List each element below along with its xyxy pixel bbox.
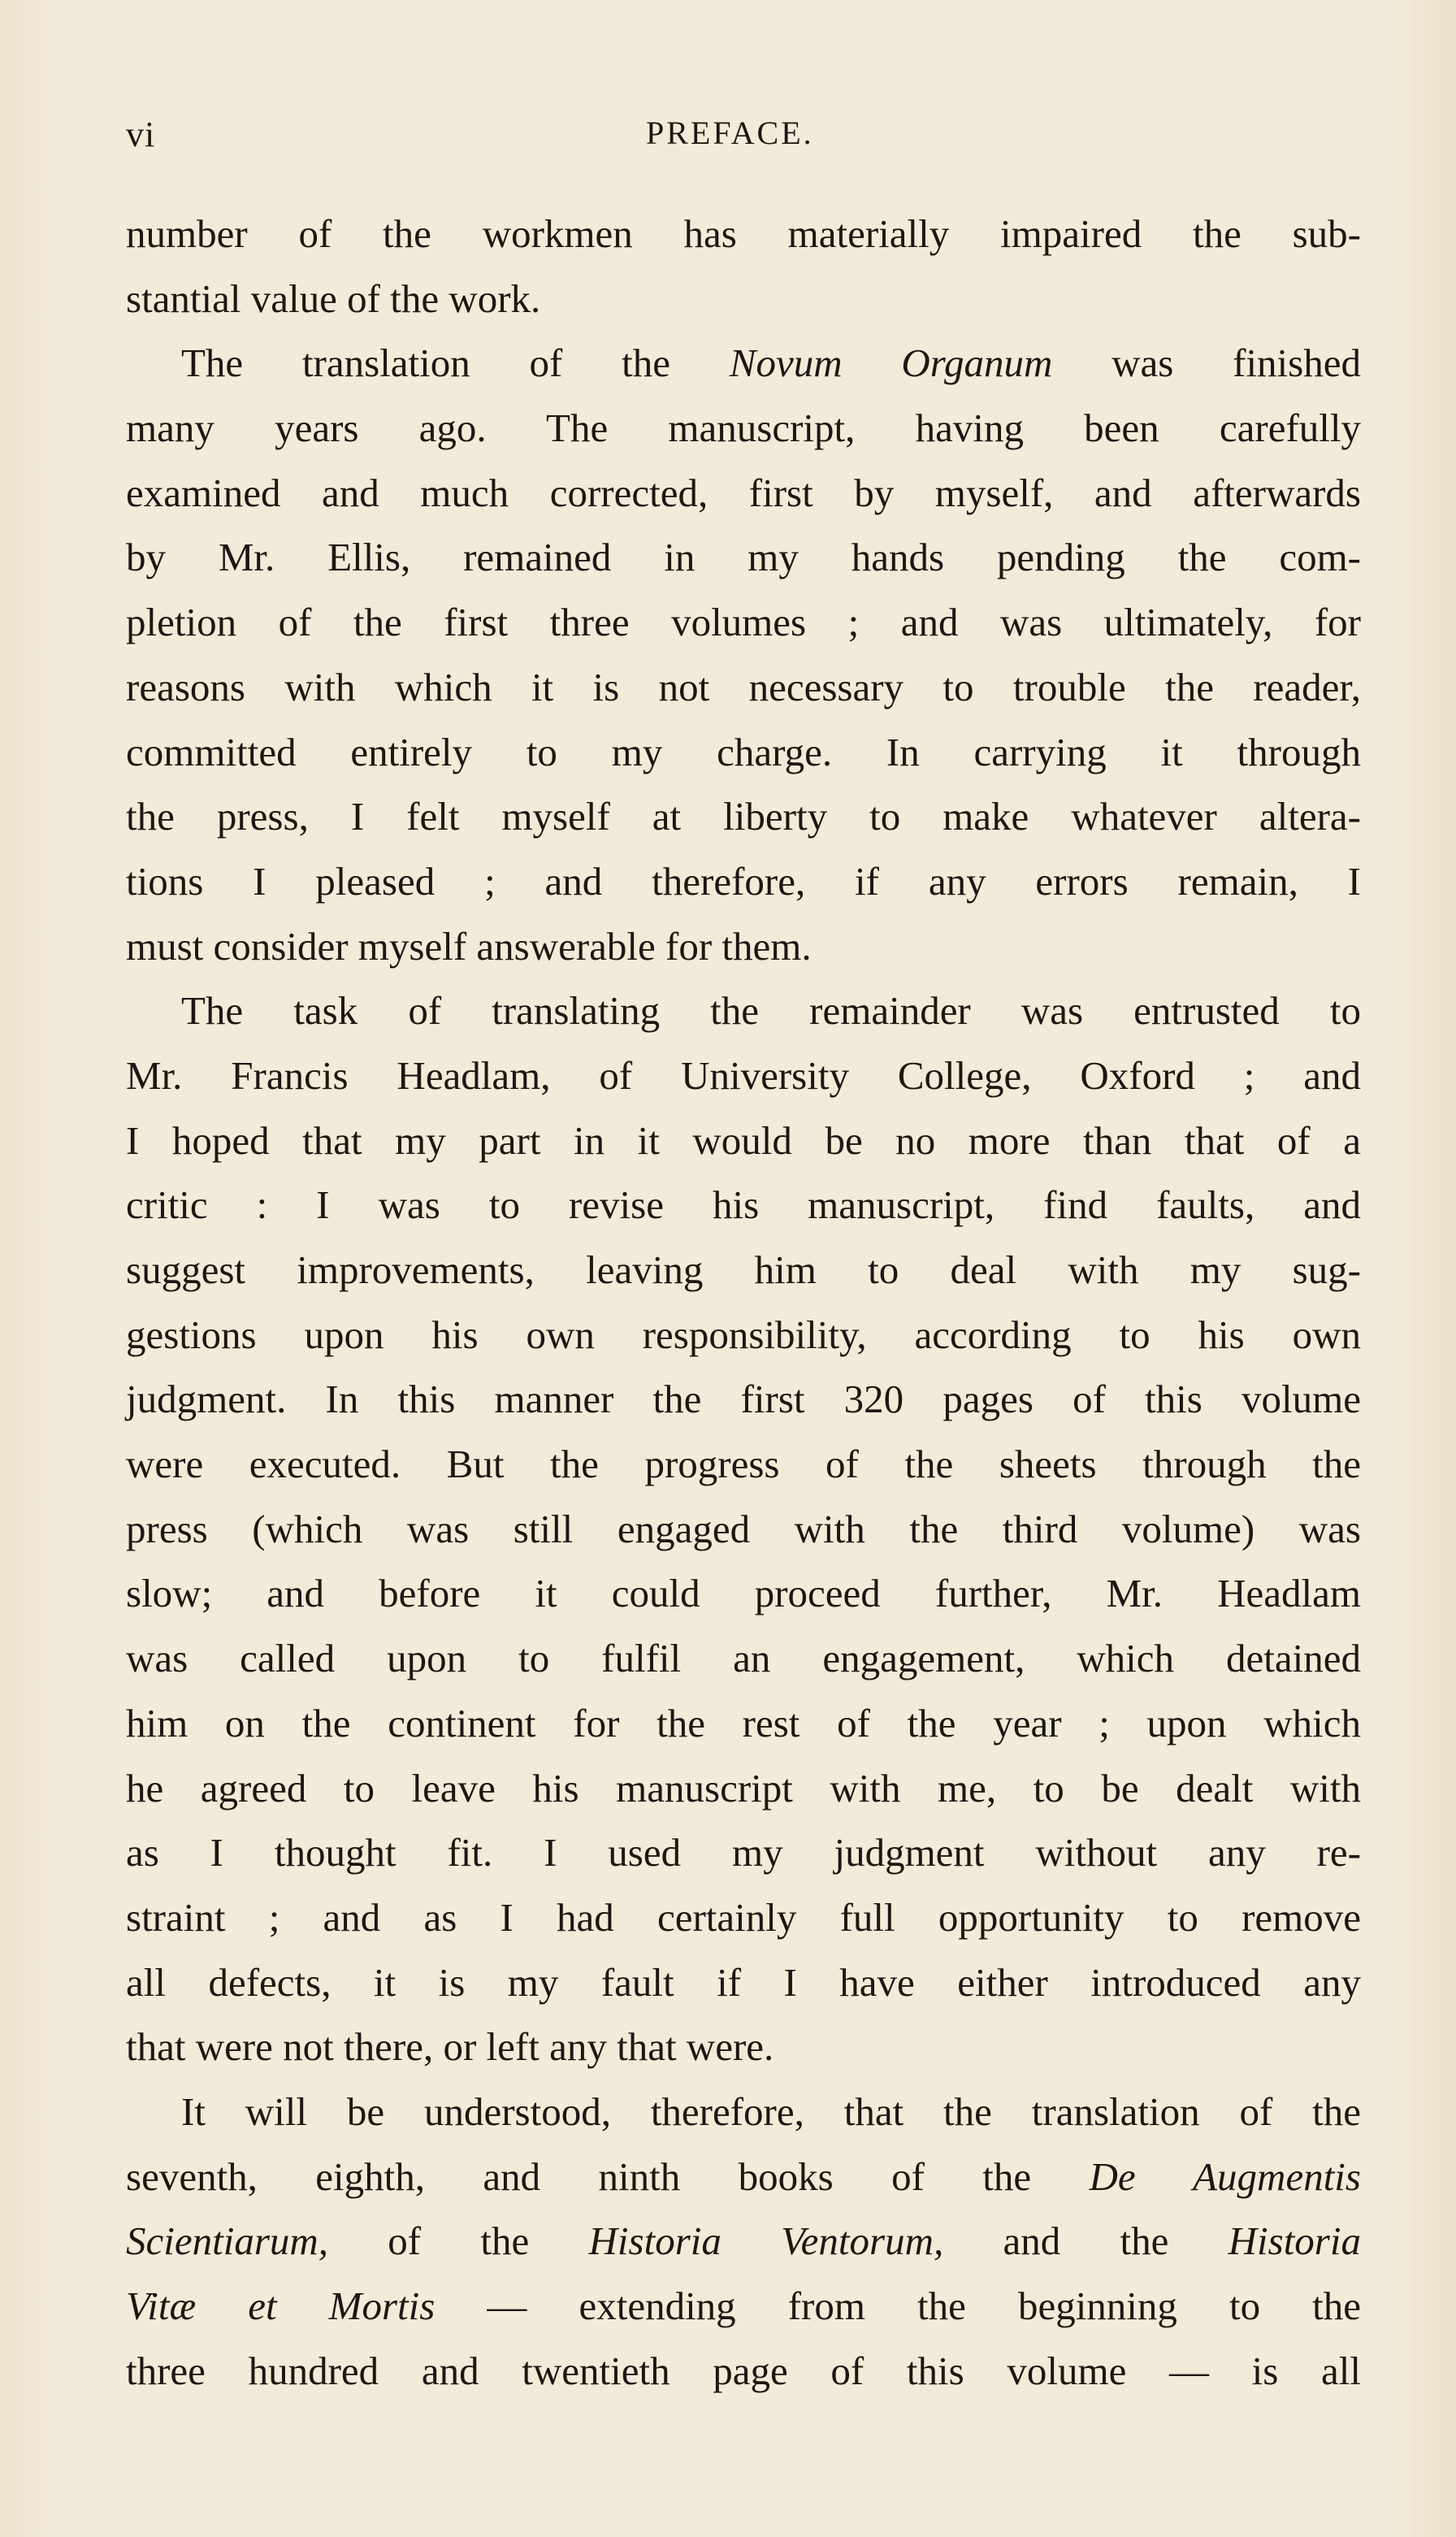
text-line: were executed. But the progress of the sheets through the [126, 1442, 1361, 1487]
text-line: committed entirely to my charge. In carrying it through [126, 729, 1361, 774]
text-line: Mr. Francis Headlam, of University College, Oxford ; and [126, 1052, 1361, 1098]
text-line: press (which was still engaged with the third volume) was [126, 1506, 1361, 1551]
text-line: he agreed to leave his manuscript with me, to be dealt with [126, 1765, 1361, 1811]
text-line: Vitæ et Mortis — extending from the beginning to the [126, 2283, 1361, 2328]
text-line: reasons with which it is not necessary to trouble the reader, [126, 664, 1361, 709]
italic-title: Vitæ et Mortis [126, 2283, 436, 2328]
page-header [126, 114, 1361, 163]
text-line: by Mr. Ellis, remained in my hands pending the com- [126, 535, 1361, 580]
italic-title: Scientiarum, [126, 2218, 329, 2264]
page-number: vi [126, 115, 156, 154]
text-line: judgment. In this manner the first 320 pages of this volume [126, 1377, 1361, 1422]
text-line: the press, I felt myself at liberty to make whatever altera- [126, 794, 1361, 839]
text-line: as I thought fit. I used my judgment without any re- [126, 1830, 1361, 1876]
text-line: gestions upon his own responsibility, according to his own [126, 1312, 1361, 1357]
text-line: critic : I was to revise his manuscript, find faults, and [126, 1182, 1361, 1228]
text-line: was called upon to fulfil an engagement, which detained [126, 1636, 1361, 1681]
text-line: Scientiarum, of the Historia Ventorum, and the Historia [126, 2218, 1361, 2264]
italic-title: Novum Organum [729, 340, 1053, 386]
running-head: PREFACE. [646, 115, 814, 151]
text-line: many years ago. The manuscript, having been carefully [126, 405, 1361, 451]
italic-title: Historia [1228, 2218, 1361, 2264]
italic-title: Historia Ventorum, [588, 2218, 944, 2264]
text-line: pletion of the first three volumes ; and was ultimately, for [126, 600, 1361, 645]
text-line: slow; and before it could proceed further, Mr. Headlam [126, 1571, 1361, 1616]
text-line: stantial value of the work. [126, 275, 541, 321]
text-line: seventh, eighth, and ninth books of the De Augmentis [126, 2153, 1361, 2199]
text-line: must consider myself answerable for them. [126, 923, 812, 969]
text-line: tions I pleased ; and therefore, if any errors remain, I [126, 858, 1361, 904]
text-line: The task of translating the remainder was entrusted to [181, 988, 1361, 1034]
text-line: It will be understood, therefore, that the translation of the [181, 2088, 1361, 2134]
text-line: I hoped that my part in it would be no more than that of a [126, 1117, 1361, 1163]
text-line: number of the workmen has materially impaired the sub- [126, 211, 1361, 256]
text-line: suggest improvements, leaving him to deal with my sug- [126, 1247, 1361, 1292]
text-line: straint ; and as I had certainly full opportunity to remove [126, 1894, 1361, 1940]
text-line: all defects, it is my fault if I have either introduced any [126, 1959, 1361, 2005]
text-line: three hundred and twentieth page of this volume — is all [126, 2348, 1361, 2393]
text-line: examined and much corrected, first by myself, and afterwards [126, 470, 1361, 515]
italic-title: De Augmentis [1089, 2153, 1361, 2199]
text-line: that were not there, or left any that were. [126, 2024, 774, 2070]
text-line: him on the continent for the rest of the year ; upon which [126, 1700, 1361, 1746]
text-line: The translation of the Novum Organum was finished [181, 340, 1361, 386]
body-text [126, 202, 1361, 2403]
